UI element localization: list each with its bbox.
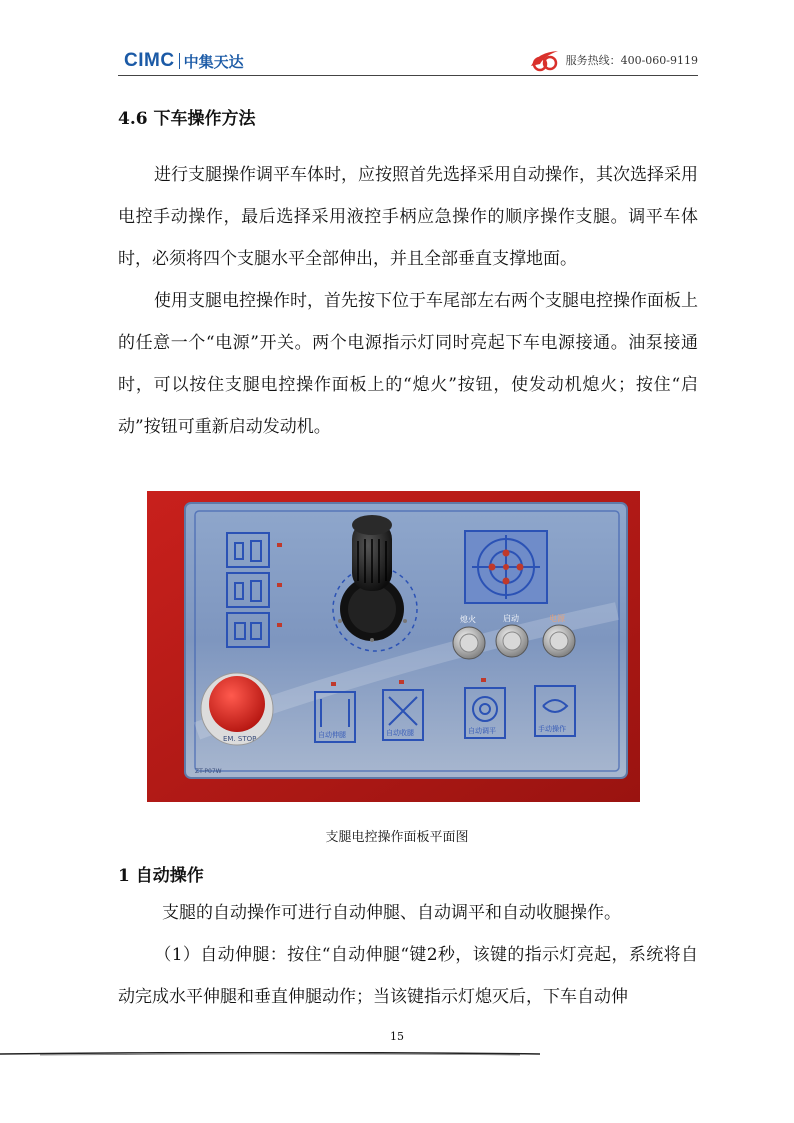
hotline-block	[528, 48, 698, 72]
target-indicator-icon	[465, 531, 547, 603]
company-emblem-icon	[528, 48, 562, 72]
cimc-logo	[124, 50, 244, 72]
paragraph-auto-ops-text: 支腿的自动操作可进行自动伸腿、自动调平和自动收腿操作。	[162, 903, 621, 923]
paragraph-auto-extend-text: （1）自动伸腿：按住“自动伸腿“键2秒，该键的指示灯亮起，系统将自动完成水平伸腿和垂直伸腿动作；当该键指示灯熄灭后，下车自动伸	[118, 945, 698, 1007]
estop-label: EM. STOP	[223, 735, 257, 743]
logo-divider	[179, 53, 180, 69]
paragraph-leveling	[118, 154, 698, 280]
footer-rule	[0, 1052, 540, 1056]
paragraph-auto-extend	[118, 934, 698, 1018]
paragraph-leveling-text: 进行支腿操作调平车体时，应按照首先选择采用自动操作，其次选择采用电控手动操作，最后选择采用液控手柄应急操作的顺序操作支腿。调平车体时，必须将四个支腿水平全部伸出，并且全部垂直支撑地面。	[118, 165, 698, 269]
logo-en: CIMC	[124, 50, 175, 71]
header-rule	[118, 75, 698, 76]
page-number: 15	[390, 1030, 404, 1043]
control-panel-photo	[147, 491, 640, 802]
button-label-stop: 熄火	[460, 615, 476, 624]
service-hotline: 服务热线：400-060-9119	[565, 54, 698, 67]
label-auto-level: 自动调平	[468, 727, 496, 735]
section-title-1: 1 自动操作	[118, 866, 204, 886]
paragraph-auto-ops	[118, 892, 698, 934]
button-label-power: 电源	[549, 614, 565, 623]
label-auto-extend: 自动伸腿	[318, 731, 346, 739]
label-auto-retract: 自动收腿	[386, 729, 414, 737]
paragraph-power	[118, 280, 698, 448]
label-manual: 手动操作	[538, 725, 566, 733]
button-label-start: 启动	[503, 614, 519, 623]
logo-cn: 中集天达	[183, 52, 244, 71]
figure-caption: 支腿电控操作面板平面图	[325, 830, 469, 845]
page-header	[118, 46, 698, 76]
paragraph-power-text: 使用支腿电控操作时，首先按下位于车尾部左右两个支腿电控操作面板上的任意一个“电源”开关。两个电源指示灯同时亮起下车电源接通。油泵接通时，可以按住支腿电控操作面板上的“熄火”按钮，使发动机熄火；按住“启动”按钮可重新启动发动机。	[118, 291, 698, 437]
push-button-row	[453, 613, 575, 659]
panel-model-label: ZT-P07W	[195, 768, 222, 775]
emergency-stop-button	[201, 673, 273, 745]
section-title-4-6: 4.6 下车操作方法	[118, 109, 256, 129]
